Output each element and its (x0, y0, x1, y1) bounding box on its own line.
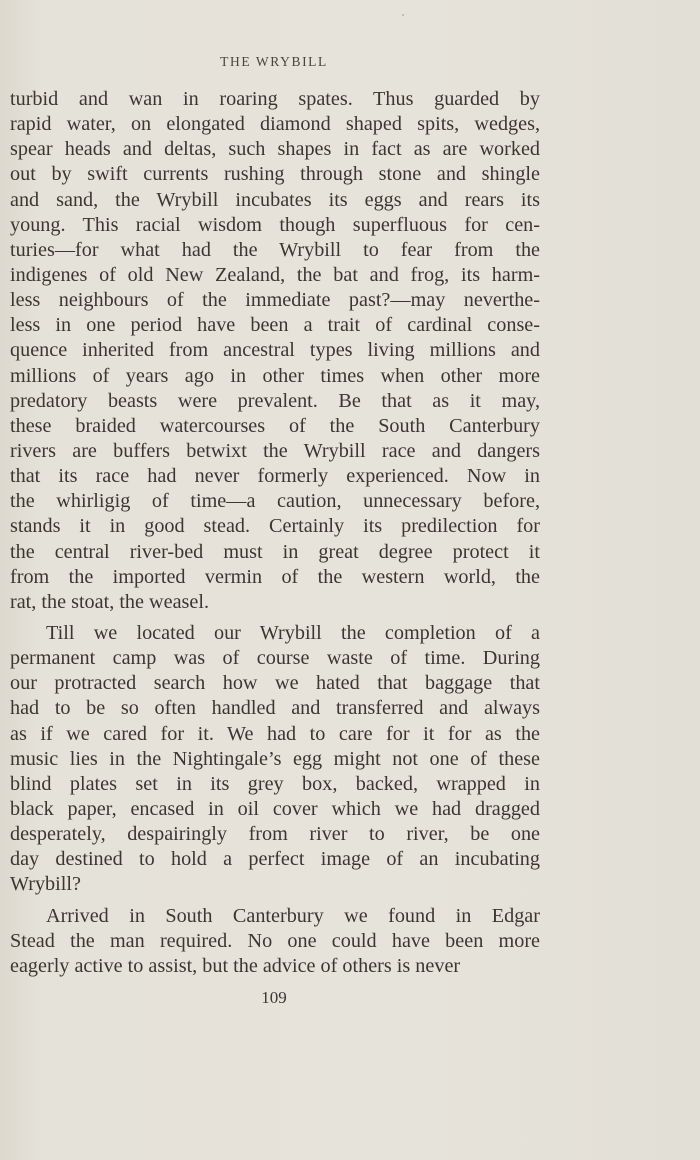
text-line: indigenes of old New Zealand, the bat and frog, its harm- (10, 263, 540, 286)
text-line: less in one period have been a trait of cardinal conse- (10, 314, 540, 337)
running-head: THE WRYBILL (220, 54, 328, 69)
text-line: predatory beasts were prevalent. Be that as it may, (10, 389, 540, 412)
paragraph (10, 904, 540, 979)
text-line: millions of years ago in other times when other more (10, 364, 540, 387)
text-line: rat, the stoat, the weasel. (10, 590, 209, 613)
paragraph (10, 87, 540, 615)
text-line: our protracted search how we hated that baggage that (10, 672, 540, 695)
text-line: Wrybill? (10, 873, 81, 896)
text-line: as if we cared for it. We had to care for it for as the (10, 722, 540, 745)
text-line: eagerly active to assist, but the advice of others is never (10, 954, 461, 977)
text-line: and sand, the Wrybill incubates its eggs and rears its (10, 188, 540, 211)
page-number: 109 (261, 988, 287, 1007)
text-line: turbid and wan in roaring spates. Thus guarded by (10, 88, 540, 110)
text-line: turies—for what had the Wrybill to fear from the (10, 238, 540, 261)
text-line: from the imported vermin of the western world, the (10, 565, 540, 588)
text-line: black paper, encased in oil cover which we had dragged (10, 797, 540, 820)
text-line: rapid water, on elongated diamond shaped spits, wedges, (10, 113, 540, 136)
text-line: rivers are buffers betwixt the Wrybill race and dangers (10, 439, 540, 462)
text-line: permanent camp was of course waste of time. During (10, 647, 540, 670)
text-line: had to be so often handled and transferred and always (10, 697, 540, 720)
text-line: spear heads and deltas, such shapes in fact as are worked (10, 138, 540, 161)
text-line: Till we located our Wrybill the completion of a (46, 621, 540, 644)
text-line: Arrived in South Canterbury we found in Edgar (46, 904, 540, 927)
text-line: the whirligig of time—a caution, unnecessary before, (10, 490, 540, 513)
text-line: quence inherited from ancestral types living millions and (10, 339, 540, 362)
text-line: out by swift currents rushing through stone and shingle (10, 163, 540, 186)
text-line: these braided watercourses of the South Canterbury (10, 414, 540, 437)
text-line: the central river-bed must in great degree protect it (10, 540, 540, 563)
text-line: Stead the man required. No one could have been more (10, 929, 540, 952)
body-text (10, 87, 540, 979)
text-line: less neighbours of the immediate past?—may neverthe- (10, 289, 540, 312)
text-line: day destined to hold a perfect image of an incubating (10, 848, 540, 871)
text-line: young. This racial wisdom though superfluous for cen- (10, 213, 540, 236)
paper-speck (402, 14, 404, 16)
paragraph (10, 621, 540, 898)
text-line: that its race had never formerly experienced. Now in (10, 465, 540, 488)
text-line: blind plates set in its grey box, backed, wrapped in (10, 772, 540, 795)
text-line: stands it in good stead. Certainly its predilection for (10, 515, 540, 538)
text-line: desperately, despairingly from river to river, be one (10, 823, 540, 846)
text-line: music lies in the Nightingale’s egg might not one of these (10, 747, 540, 770)
